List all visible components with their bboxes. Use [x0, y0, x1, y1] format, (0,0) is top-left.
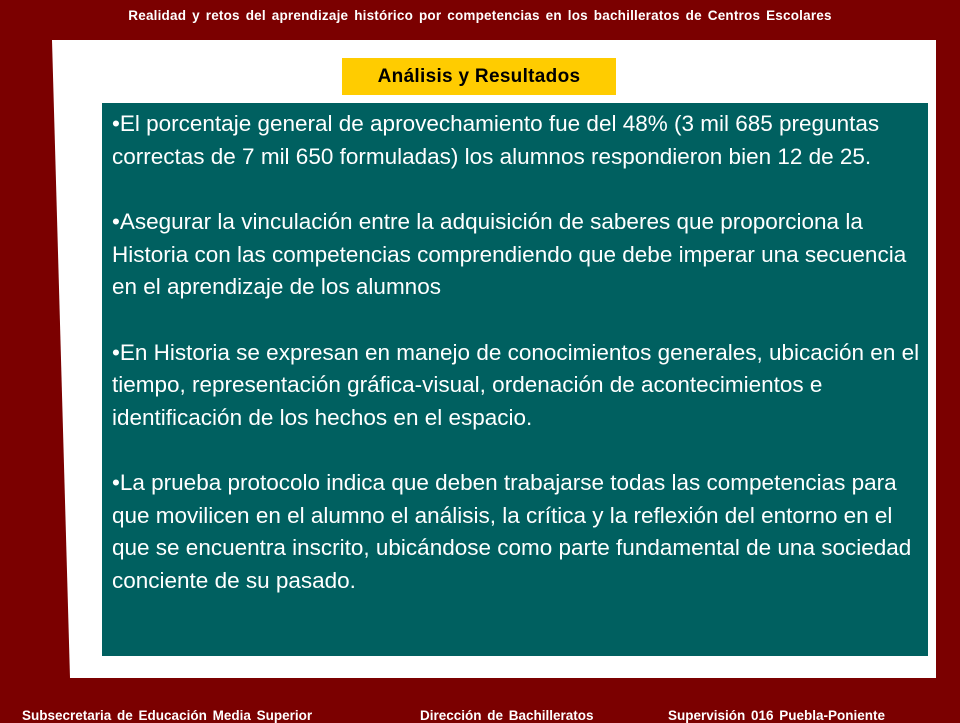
- header-title: Realidad y retos del aprendizaje histórico por competencias en los bachilleratos de Centros Escolares: [128, 8, 832, 23]
- bullet-item: •La prueba protocolo indica que deben trabajarse todas las competencias para que movilicen en el alumno el análisis, la crítica y la reflexión del entorno en el que se encuentra inscrito, ubicándose como parte fundamental de una sociedad conciente de su pasado.: [112, 470, 912, 593]
- content-box: [102, 103, 928, 656]
- bullet-item: •El porcentaje general de aprovechamiento fue del 48% (3 mil 685 preguntas correctas de 7 mil 650 formuladas) los alumnos respondieron bien 12 de 25.: [112, 111, 880, 169]
- section-label: Análisis y Resultados: [342, 58, 616, 95]
- bullet-item: •Asegurar la vinculación entre la adquisición de saberes que proporciona la Historia con las competencias comprendiendo que debe imperar una secuencia en el aprendizaje de los alumnos: [112, 209, 907, 299]
- footer-center: Dirección de Bachilleratos: [420, 708, 594, 723]
- bullet-item: •En Historia se expresan en manejo de conocimientos generales, ubicación en el tiempo, representación gráfica-visual, ordenación de acontecimientos e identificación de los hechos en el espacio.: [112, 339, 920, 430]
- footer-right: Supervisión 016 Puebla-Poniente: [668, 708, 886, 723]
- footer-left: Subsecretaria de Educación Media Superior: [22, 708, 313, 723]
